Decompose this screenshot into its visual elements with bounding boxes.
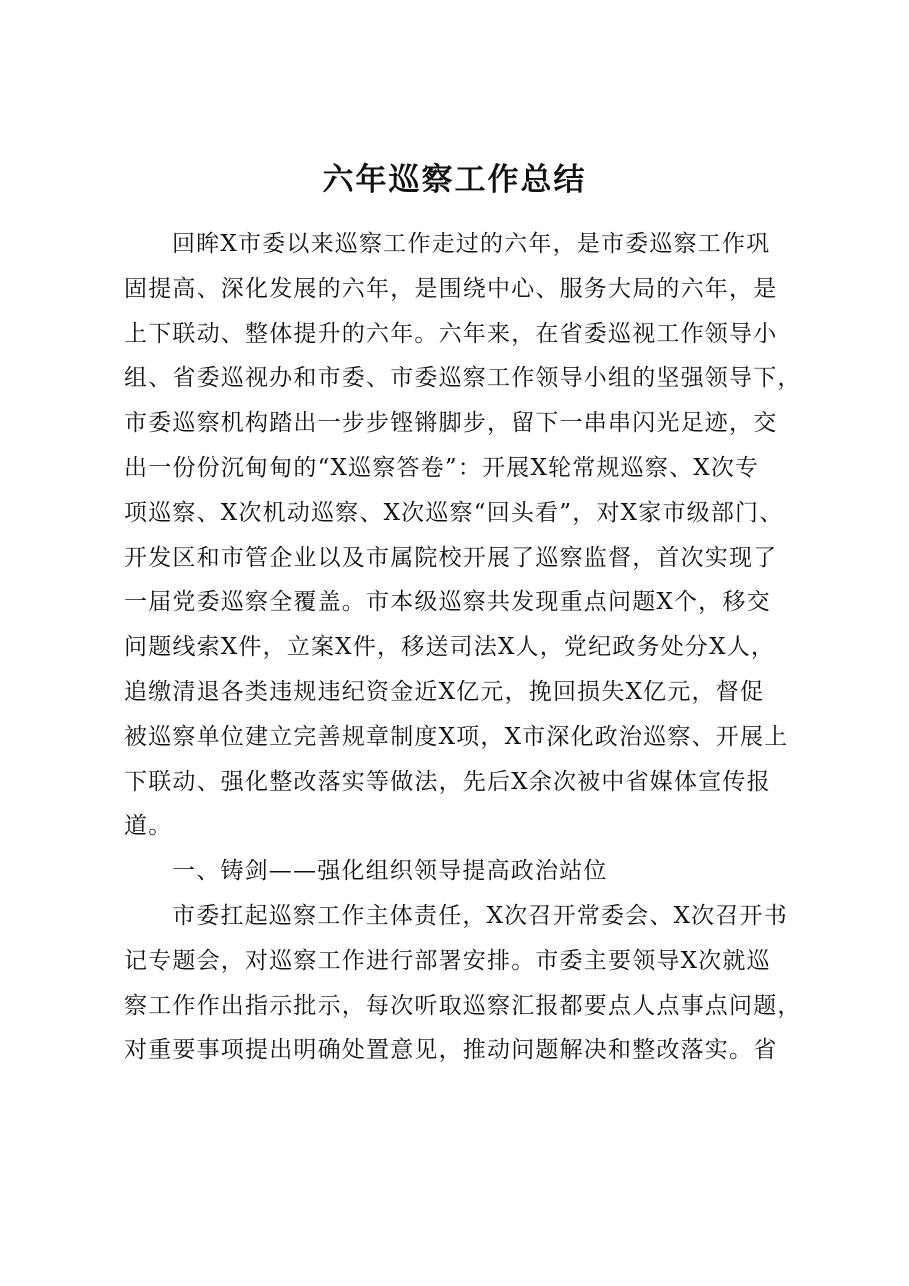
paragraph-line: 记专题会，对巡察工作进行部署安排。市委主要领导X次就巡	[124, 947, 771, 974]
paragraph-line: 道。	[124, 813, 173, 840]
paragraph-line: 察工作作出指示批示，每次听取巡察汇报都要点人点事点问题，	[124, 992, 802, 1019]
paragraph-line: 项巡察、X次机动巡察、X次巡察“回头看”，对X家市级部门、	[124, 499, 784, 526]
paragraph-line: 市委巡察机构踏出一步步铿锵脚步，留下一串串闪光足迹，交	[124, 410, 778, 437]
paragraph-line: 固提高、深化发展的六年，是围绕中心、服务大局的六年，是	[124, 275, 778, 302]
paragraph-line: 一届党委巡察全覆盖。市本级巡察共发现重点问题X个，移交	[124, 589, 771, 616]
paragraph-line: 追缴清退各类违规违纪资金近X亿元，挽回损失X亿元，督促	[124, 678, 765, 705]
section-heading: 一、铸剑——强化组织领导提高政治站位	[172, 858, 608, 885]
paragraph-line: 下联动、强化整改落实等做法，先后X余次被中省媒体宣传报	[124, 768, 771, 795]
paragraph-line: 市委扛起巡察工作主体责任，X次召开常委会、X次召开书	[172, 902, 788, 929]
document-title: 六年巡察工作总结	[322, 162, 587, 198]
paragraph-line: 上下联动、整体提升的六年。六年来，在省委巡视工作领导小	[124, 320, 778, 347]
paragraph-line: 出一份份沉甸甸的“X巡察答卷”：开展X轮常规巡察、X次专	[124, 454, 760, 481]
paragraph-line: 对重要事项提出明确处置意见，推动问题解决和整改落实。省	[124, 1037, 778, 1064]
paragraph-intro	[124, 222, 804, 849]
paragraph-line: 开发区和市管企业以及市属院校开展了巡察监督，首次实现了	[124, 544, 778, 571]
paragraph-line: 被巡察单位建立完善规章制度X项，X市深化政治巡察、开展上	[124, 723, 789, 750]
paragraph-line: 组、省委巡视办和市委、市委巡察工作领导小组的坚强领导下，	[124, 365, 802, 392]
paragraph-line: 问题线索X件，立案X件，移送司法X人，党纪政务处分X人，	[124, 634, 776, 661]
document-body	[124, 222, 804, 1073]
paragraph-section-one	[124, 894, 804, 1073]
paragraph-line: 回眸X市委以来巡察工作走过的六年，是市委巡察工作巩	[172, 231, 771, 257]
